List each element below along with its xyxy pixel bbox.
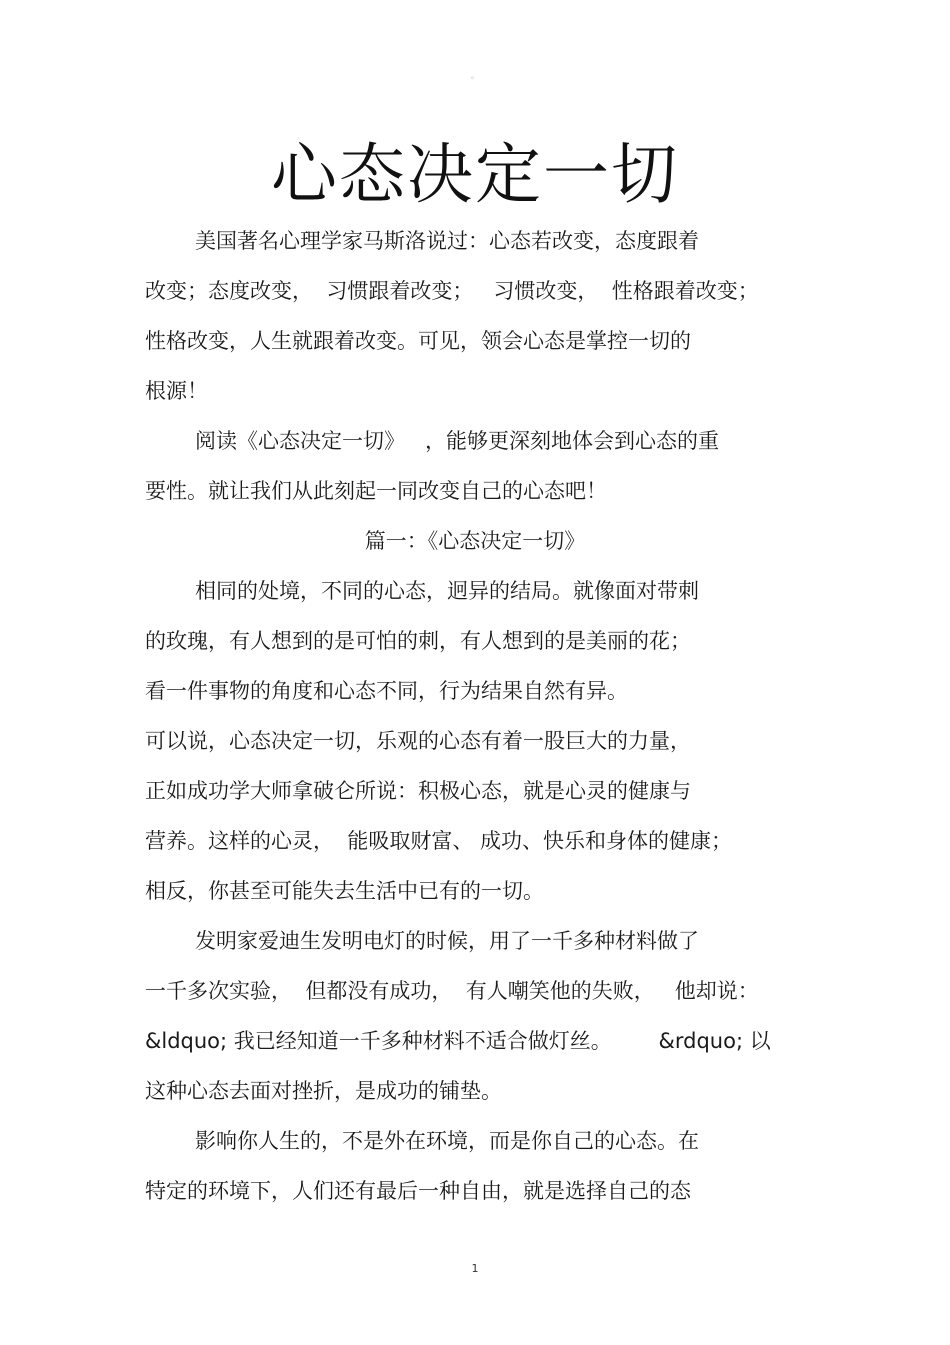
body-line: 根源！ <box>145 379 208 403</box>
body-line: 相同的处境，不同的心态，迥异的结局。就像面对带刺 <box>195 579 699 603</box>
body-line: 要性。就让我们从此刻起一同改变自己的心态吧！ <box>145 479 607 503</box>
body-line: 影响你人生的，不是外在环境，而是你自己的心态。在 <box>195 1129 699 1153</box>
body-line: 正如成功学大师拿破仑所说：积极心态，就是心灵的健康与 <box>145 779 691 803</box>
body-line: 发明家爱迪生发明电灯的时候，用了一千多种材料做了 <box>195 929 699 953</box>
body-line: 可以说，心态决定一切，乐观的心态有着一股巨大的力量， <box>145 729 691 753</box>
section-heading: 篇一：《心态决定一切》 <box>364 529 586 553</box>
page-number: 1 <box>471 1262 479 1275</box>
header-mark: 。 <box>471 71 479 80</box>
body-line: 营养。这样的心灵， 能吸取财富、 成功、快乐和身体的健康； <box>145 829 733 853</box>
body-line: 改变；态度改变， 习惯跟着改变； 习惯改变， 性格跟着改变； <box>145 279 759 303</box>
body-line: &ldquo; 我已经知道一千多种材料不适合做灯丝。 &rdquo; 以 <box>145 1029 771 1053</box>
body-line: 特定的环境下，人们还有最后一种自由，就是选择自己的态 <box>145 1179 691 1203</box>
body-line: 性格改变，人生就跟着改变。可见，领会心态是掌控一切的 <box>145 329 691 353</box>
document-title: 心态决定一切 <box>271 136 679 213</box>
body-line: 看一件事物的角度和心态不同，行为结果自然有异。 <box>145 679 628 703</box>
body-line: 相反，你甚至可能失去生活中已有的一切。 <box>145 879 544 903</box>
body-line: 阅读《心态决定一切》 ，能够更深刻地体会到心态的重 <box>195 429 720 453</box>
body-line: 的玫瑰，有人想到的是可怕的刺，有人想到的是美丽的花； <box>145 629 691 653</box>
body-line: 这种心态去面对挫折，是成功的铺垫。 <box>145 1079 502 1103</box>
body-line: 一千多次实验， 但都没有成功， 有人嘲笑他的失败， 他却说： <box>145 979 759 1003</box>
body-line: 美国著名心理学家马斯洛说过：心态若改变，态度跟着 <box>195 229 699 253</box>
